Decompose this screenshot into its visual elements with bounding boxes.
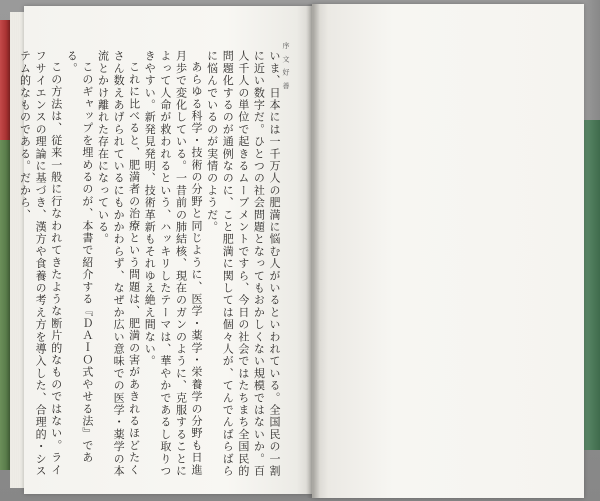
right-page <box>312 4 584 498</box>
body-text <box>18 50 282 480</box>
book-edge-red <box>0 20 10 140</box>
paragraph: この方法は、従来一般に行なわれてきたような断片的なものではない。ライフサイエンスの理論に基づき、漢方や食養の考え方を導入した、合理的・システム的なものである。だから、 <box>18 50 63 477</box>
book-gutter <box>306 4 320 498</box>
paragraph: これに比べると、肥満者の治療という問題は、肥満の害があきれるほどたくさん数えあげられているにもかかわらず、なぜか広い意味での医学・薬学の本流とかけ離れた存在になっている。 <box>96 50 141 477</box>
paragraph: あらゆる科学・技術の分野と同じように、医学・薬学・栄養学の分野も日進月歩で変化している。一昔前の肺結核、現在のガンのように、克服することによって人命が救われるという、ハッキリしたテーマは、華やかであるし取りつきやすい。新発見発明、技術革新もそれゆえ絶え間ない。 <box>143 50 204 477</box>
book-edge-green <box>0 140 10 470</box>
background-right <box>584 0 600 120</box>
running-head: 序 文 好 善 <box>282 42 290 91</box>
paragraph: いま、日本には一千万人の肥満に悩む人がいるといわれている。全国民の一割に近い数字だ。ひとつの社会問題となってもおかしくない規模ではないか。百人千人の単位で起きるムーブメントですら、今日の社会ではたちまち全国民的問題化するのが通例なのに、こと肥満に関しては個々人が、てんでんばらばらに悩んでいるのが実情のようだ。 <box>205 50 281 477</box>
book-edge-right <box>584 120 600 450</box>
paragraph: このギャップを埋めるのが、本書で紹介する『ＤＡＩＯ式やせる法』である。 <box>65 50 94 464</box>
